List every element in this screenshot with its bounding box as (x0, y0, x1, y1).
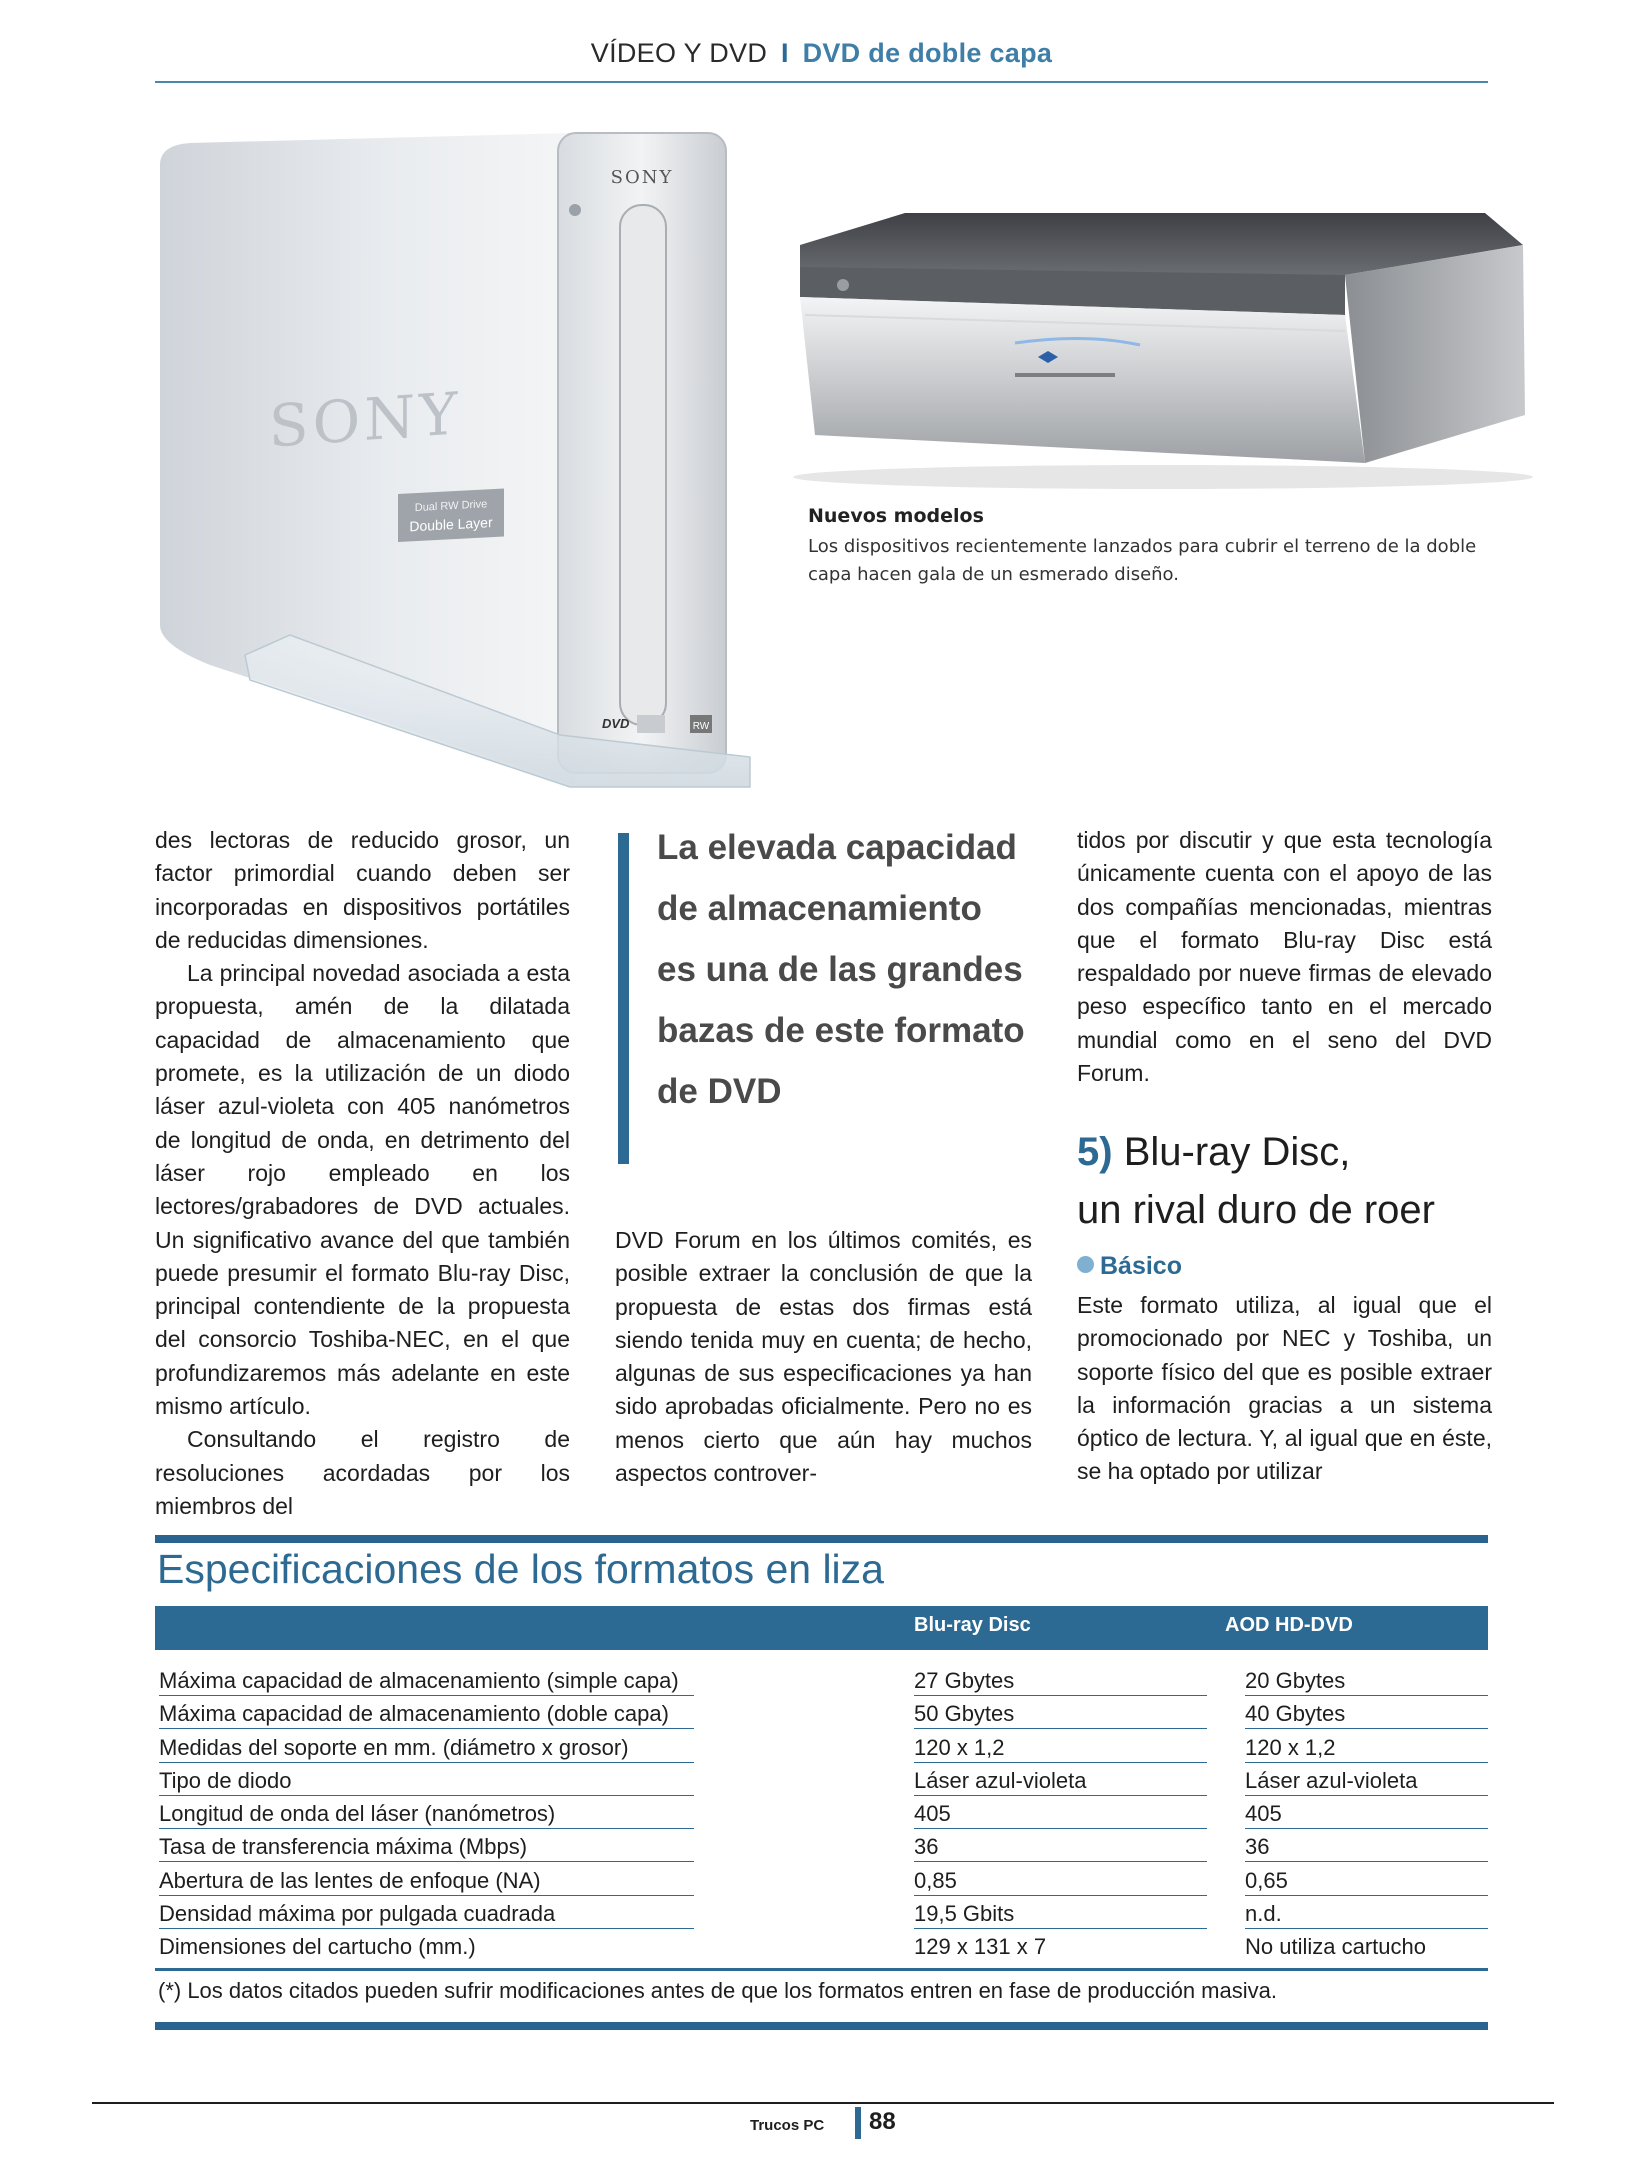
table-row (155, 1830, 1488, 1863)
header-rule (155, 81, 1488, 83)
body-paragraph: des lectoras de reducido grosor, un factor primordial cuando deben ser incorporadas en dispositivos portátiles de reducidas dimensiones. (155, 827, 570, 953)
pull-quote-bar (618, 833, 629, 1164)
table-cell-bluray: 36 (914, 1830, 1207, 1862)
table-col-header-bluray: Blu-ray Disc (914, 1614, 1031, 1636)
footer-bar (855, 2107, 861, 2139)
section-title-line1: Blu-ray Disc, (1123, 1130, 1351, 1174)
table-row (155, 1864, 1488, 1897)
body-column-1 (155, 824, 570, 1523)
table-cell-bluray: 120 x 1,2 (914, 1731, 1207, 1763)
table-row (155, 1664, 1488, 1697)
table-cell-spec: Abertura de las lentes de enfoque (NA) (159, 1864, 694, 1896)
table-cell-hddvd: 0,65 (1245, 1864, 1488, 1896)
drive-label-line1: Dual RW Drive (414, 498, 488, 515)
table-row (155, 1731, 1488, 1764)
section-title-line2: un rival duro de roer (1077, 1188, 1435, 1232)
running-head-section: VÍDEO Y DVD (590, 38, 768, 68)
running-head-subsection: DVD de doble capa (802, 38, 1053, 68)
table-cell-hddvd: 36 (1245, 1830, 1488, 1862)
body-column-3 (1077, 824, 1492, 1090)
spec-table-body (155, 1664, 1488, 1964)
caption-text: Los dispositivos recientemente lanzados para cubrir el terreno de la doble capa hacen gala de un esmerado diseño. (808, 536, 1477, 585)
table-cell-bluray: 0,85 (914, 1864, 1207, 1896)
difficulty-level (1077, 1252, 1182, 1281)
table-cell-hddvd: 20 Gbytes (1245, 1664, 1488, 1696)
level-dot-icon (1077, 1256, 1094, 1273)
table-cell-spec: Máxima capacidad de almacenamiento (simple capa) (159, 1664, 694, 1696)
section-number: 5) (1077, 1130, 1113, 1174)
rw-logo: RW (692, 721, 710, 732)
body-paragraph: tidos por discutir y que esta tecnología únicamente cuenta con el apoyo de las dos compañías mencionadas, mientras que el formato Blu-ray Disc está respaldado por nueve firmas de elevado peso específico tanto en el mercado mundial como en el seno del DVD Forum. (1077, 827, 1492, 1087)
table-cell-hddvd: 40 Gbytes (1245, 1697, 1488, 1729)
table-cell-spec: Densidad máxima por pulgada cuadrada (159, 1897, 694, 1929)
body-paragraph: La principal novedad asociada a esta propuesta, amén de la dilatada capacidad de almacenamiento que promete, es la utilización de un diodo láser azul-violeta con 405 nanómetros de longitud de onda, en detrimento del láser rojo empleado en los lectores/grabadores de DVD actuales. Un significativo avance del que también puede presumir el formato Blu-ray Disc, principal contendiente de la propuesta del consorcio Toshiba-NEC, en el que profundizaremos más adelante en este mismo artículo. (155, 960, 570, 1420)
table-footnote-rule (155, 1968, 1488, 1971)
table-cell-spec: Dimensiones del cartucho (mm.) (159, 1934, 476, 1960)
sony-drive-photo (150, 125, 760, 800)
table-cell-spec: Medidas del soporte en mm. (diámetro x grosor) (159, 1731, 694, 1763)
sony-logo-side: SONY (268, 379, 462, 461)
table-bottom-rule (155, 2022, 1488, 2030)
table-row (155, 1897, 1488, 1930)
table-footnote: (*) Los datos citados pueden sufrir modificaciones antes de que los formatos entren en fase de producción masiva. (158, 1978, 1277, 2003)
table-cell-hddvd: Láser azul-violeta (1245, 1764, 1488, 1796)
table-cell-spec: Máxima capacidad de almacenamiento (doble capa) (159, 1697, 694, 1729)
table-title: Especificaciones de los formatos en liza (157, 1546, 884, 1592)
table-cell-bluray: 405 (914, 1797, 1207, 1829)
body-paragraph: Consultando el registro de resoluciones acordadas por los miembros del (155, 1426, 570, 1519)
running-head-separator: I (780, 38, 789, 68)
table-row (155, 1764, 1488, 1797)
table-cell-spec: Longitud de onda del láser (nanómetros) (159, 1797, 694, 1829)
body-column-2 (615, 1224, 1032, 1490)
table-cell-spec: Tasa de transferencia máxima (Mbps) (159, 1830, 694, 1862)
body-paragraph: DVD Forum en los últimos comités, es posible extraer la conclusión de que la propuesta de estas dos firmas está siendo tenida muy en cuenta; de hecho, algunas de sus especificaciones ya han sido aprobadas oficialmente. Pero no es menos cierto que aún hay muchos aspectos controver- (615, 1227, 1032, 1487)
body-column-3-continued (1077, 1289, 1492, 1489)
table-cell-bluray: Láser azul-violeta (914, 1764, 1207, 1796)
caption-title: Nuevos modelos (808, 505, 984, 527)
table-top-rule (155, 1535, 1488, 1543)
table-cell-bluray: 50 Gbytes (914, 1697, 1207, 1729)
table-cell-bluray: 129 x 131 x 7 (914, 1934, 1047, 1960)
sony-logo-top: SONY (610, 167, 674, 188)
table-row (155, 1930, 1488, 1963)
table-cell-hddvd: 405 (1245, 1797, 1488, 1829)
dvd-logo: DVD (602, 716, 630, 731)
drive-label-line2: Double Layer (409, 514, 493, 535)
table-row (155, 1797, 1488, 1830)
table-cell-bluray: 19,5 Gbits (914, 1897, 1207, 1929)
table-cell-bluray: 27 Gbytes (914, 1664, 1207, 1696)
table-row (155, 1697, 1488, 1730)
table-cell-spec: Tipo de diodo (159, 1764, 694, 1796)
photo-caption (808, 505, 1488, 589)
table-cell-hddvd: n.d. (1245, 1897, 1488, 1929)
bluray-recorder-photo (785, 205, 1540, 490)
footer-publication: Trucos PC (750, 2117, 825, 2134)
table-col-header-hddvd: AOD HD-DVD (1225, 1614, 1353, 1636)
running-head (155, 38, 1488, 69)
section-heading (1077, 1123, 1497, 1239)
pull-quote: La elevada capacidad de almacenamiento es una de las grandes bazas de este formato de DVD (657, 828, 1025, 1111)
table-cell-hddvd: 120 x 1,2 (1245, 1731, 1488, 1763)
page-number: 88 (869, 2108, 896, 2135)
level-label: Básico (1100, 1252, 1182, 1280)
footer-rule (92, 2102, 1554, 2104)
table-cell-hddvd: No utiliza cartucho (1245, 1934, 1426, 1960)
body-paragraph: Este formato utiliza, al igual que el promocionado por NEC y Toshiba, un soporte físico del que es posible extraer la información gracias a un sistema óptico de lectura. Y, al igual que en éste, se ha optado por utilizar (1077, 1292, 1492, 1485)
